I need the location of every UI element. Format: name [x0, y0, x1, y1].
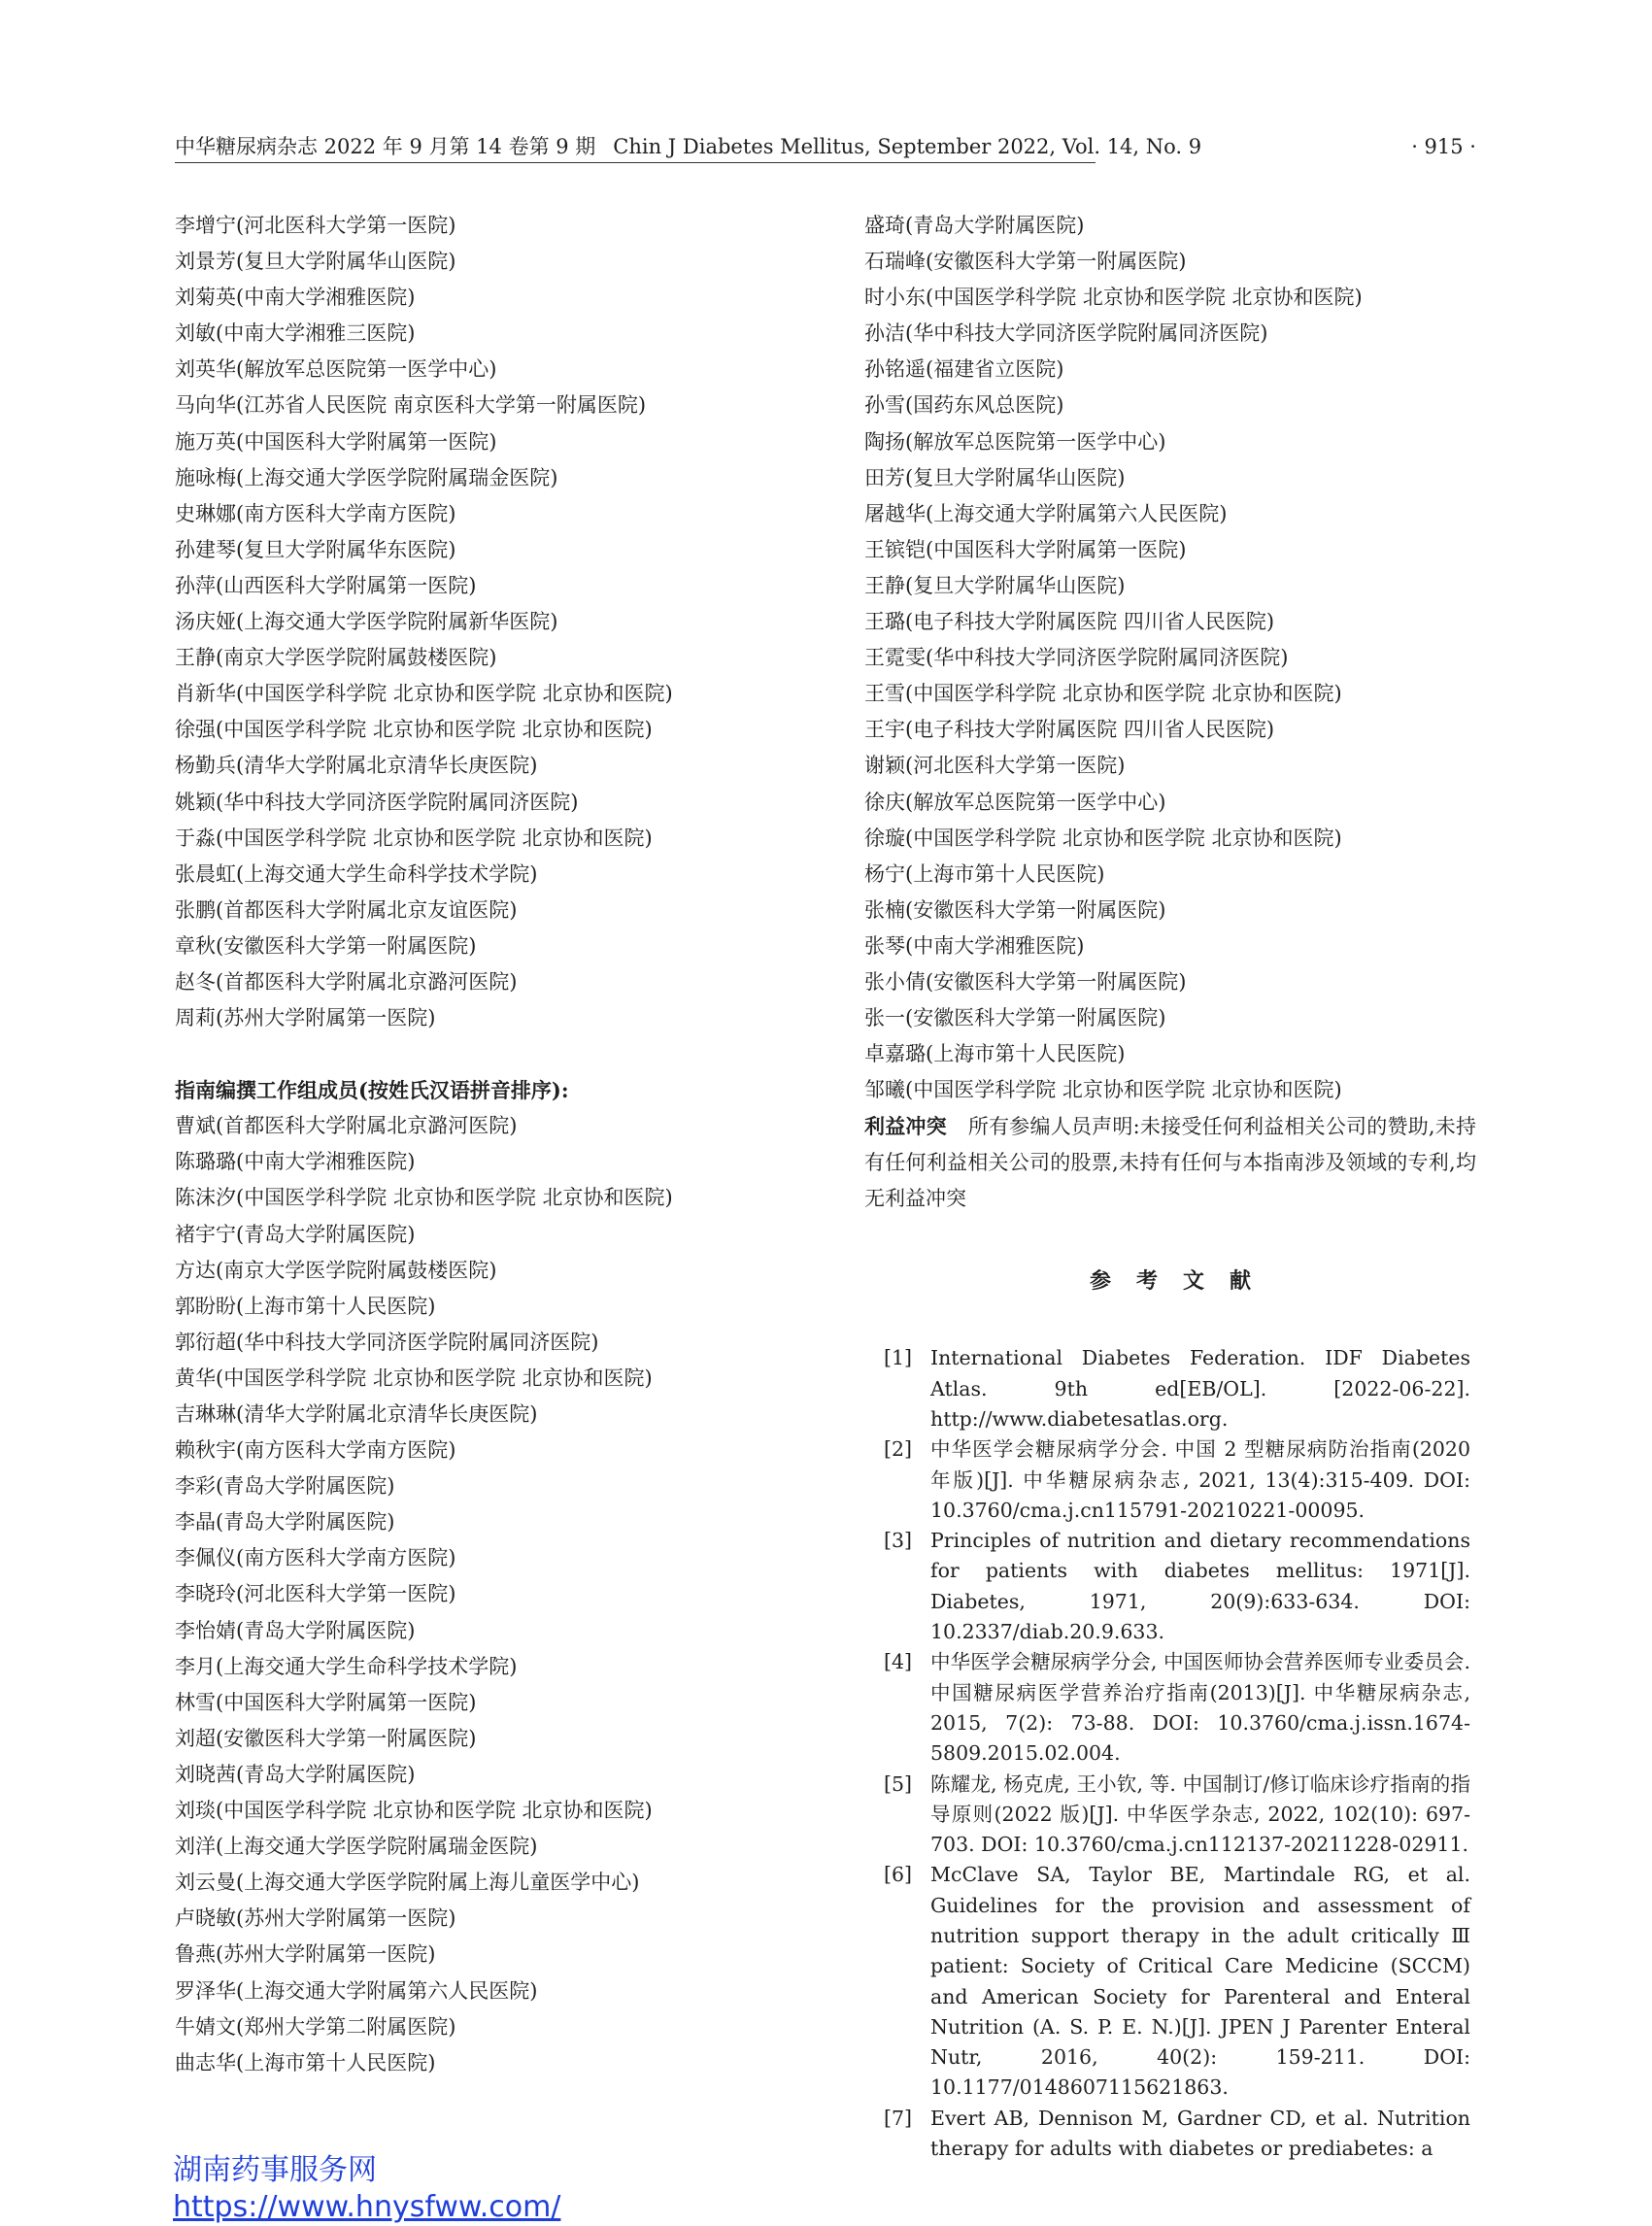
member-entry: 赖秋宇(南方医科大学南方医院) [175, 1438, 456, 1463]
member-entry: 杨勤兵(清华大学附属北京清华长庚医院) [175, 754, 538, 778]
member-entry: 孙雪(国药东风总医院) [864, 393, 1064, 418]
reference-number: [1] [884, 1346, 913, 1370]
member-entry: 张一(安徽医科大学第一附属医院) [864, 1006, 1166, 1030]
member-entry: 史琳娜(南方医科大学南方医院) [175, 501, 456, 525]
member-entry: 李晓玲(河北医科大学第一医院) [175, 1582, 456, 1606]
member-entry: 时小东(中国医学科学院 北京协和医学院 北京协和医院) [864, 286, 1363, 310]
reference-number: [4] [884, 1650, 913, 1674]
member-entry: 赵冬(首都医科大学附属北京潞河医院) [175, 969, 518, 994]
member-entry: 褚宇宁(青岛大学附属医院) [175, 1222, 416, 1246]
conflict-label: 利益冲突 [864, 1114, 947, 1139]
member-entry: 张小倩(安徽医科大学第一附属医院) [864, 969, 1187, 994]
member-entry: 黄华(中国医学科学院 北京协和医学院 北京协和医院) [175, 1366, 653, 1390]
member-entry: 盛琦(青岛大学附属医院) [864, 214, 1085, 237]
reference-text: McClave SA, Taylor BE, Martindale RG, et al. Guidelines for the provision and assessment of nutrition support therapy in the adult critically Ⅲ patient: Society of Critical Care Medicine (SCCM) and American Society for Parenteral and Enteral Nutrition (A. S. P. E. N.)[J]. JPEN J Parenter Enteral Nutr, 2016, 40(2): 159-211. DOI: 10.1177/0148607115621863. [930, 1863, 1470, 2100]
member-entry: 王静(复旦大学附属华山医院) [864, 573, 1126, 597]
member-entry: 王霓雯(华中科技大学同济医学院附属同济医院) [864, 646, 1289, 670]
member-entry: 孙萍(山西医科大学附属第一医院) [175, 573, 477, 597]
left-column [175, 208, 816, 2081]
member-entry: 刘敏(中南大学湘雅三医院) [175, 321, 416, 346]
member-entry: 徐强(中国医学科学院 北京协和医学院 北京协和医院) [175, 718, 653, 742]
journal-name-cn: 中华糖尿病杂志 2022 年 9 月第 14 卷第 9 期 [175, 135, 596, 158]
member-entry: 曹斌(首都医科大学附属北京潞河医院) [175, 1114, 518, 1138]
member-entry: 陈沫汐(中国医学科学院 北京协和医学院 北京协和医院) [175, 1186, 673, 1210]
member-entry: 于淼(中国医学科学院 北京协和医学院 北京协和医院) [175, 826, 653, 850]
member-entry: 徐璇(中国医学科学院 北京协和医学院 北京协和医院) [864, 826, 1342, 850]
member-entry: 郭盼盼(上海市第十人民医院) [175, 1294, 436, 1318]
member-entry: 王璐(电子科技大学附属医院 四川省人民医院) [864, 610, 1275, 634]
member-entry: 张鹏(首都医科大学附属北京友谊医院) [175, 897, 518, 922]
member-entry: 李月(上海交通大学生命科学技术学院) [175, 1654, 518, 1678]
reference-text: 中华医学会糖尿病学分会, 中国医师协会营养医师专业委员会. 中国糖尿病医学营养治疗指南(2013)[J]. 中华糖尿病杂志, 2015, 7(2): 73-88. DOI: 10.3760/cma.j.issn.1674-5809.2015.02.004. [930, 1650, 1470, 1766]
journal-name-en: Chin J Diabetes Mellitus, September 2022, Vol. 14, No. 9 [613, 135, 1202, 158]
member-entry: 章秋(安徽医科大学第一附属医院) [175, 933, 477, 958]
member-entry: 牛婧文(郑州大学第二附属医院) [175, 2014, 456, 2039]
right-column [864, 208, 1476, 2164]
running-header [175, 130, 1476, 163]
working-group-list-continued [864, 208, 1476, 1108]
page-number: · 915 · [1411, 135, 1476, 158]
member-entry: 鲁燕(苏州大学附属第一医院) [175, 1942, 436, 1967]
member-entry: 姚颖(华中科技大学同济医学院附属同济医院) [175, 790, 579, 814]
references-title: 参考文献 [1089, 1268, 1276, 1295]
reference-text: International Diabetes Federation. IDF Diabetes Atlas. 9th ed[EB/OL]. [2022-06-22]. http://www.diabetesatlas.org. [930, 1346, 1470, 1431]
member-entry: 罗泽华(上海交通大学附属第六人民医院) [175, 1978, 538, 2003]
member-entry: 徐庆(解放军总医院第一医学中心) [864, 790, 1166, 814]
member-entry: 吉琳琳(清华大学附属北京清华长庚医院) [175, 1402, 538, 1426]
header-rule [175, 162, 1096, 163]
member-entry: 孙建琴(复旦大学附属华东医院) [175, 537, 456, 561]
member-entry: 李怡婧(青岛大学附属医院) [175, 1618, 416, 1642]
member-entry: 邹曦(中国医学科学院 北京协和医学院 北京协和医院) [864, 1078, 1342, 1102]
reference-number: [7] [884, 2106, 913, 2130]
member-entry: 刘云曼(上海交通大学医学院附属上海儿童医学中心) [175, 1871, 640, 1895]
member-entry: 刘英华(解放军总医院第一医学中心) [175, 357, 497, 382]
reference-text: 中华医学会糖尿病学分会. 中国 2 型糖尿病防治指南(2020 年版)[J]. 中华糖尿病杂志, 2021, 13(4):315-409. DOI: 10.3760/cma.j.cn115791-20210221-00095. [930, 1437, 1470, 1522]
reference-item [864, 1526, 1476, 1647]
reference-text: Principles of nutrition and dietary recommendations for patients with diabetes mellitus: 1971[J]. Diabetes, 1971, 20(9):633-634. DOI: 10.2337/diab.20.9.633. [930, 1529, 1470, 1644]
reference-text: Evert AB, Dennison M, Gardner CD, et al. Nutrition therapy for adults with diabetes or prediabetes: a [930, 2106, 1470, 2161]
member-entry: 李佩仪(南方医科大学南方医院) [175, 1546, 456, 1570]
member-entry: 刘洋(上海交通大学医学院附属瑞金医院) [175, 1835, 538, 1859]
member-entry: 刘晓茜(青岛大学附属医院) [175, 1762, 416, 1786]
member-entry: 周莉(苏州大学附属第一医院) [175, 1006, 436, 1030]
reference-item [864, 2104, 1476, 2165]
reference-number: [5] [884, 1771, 913, 1796]
committee-member-list [175, 208, 816, 1036]
section-gap [175, 1036, 816, 1072]
member-entry: 王静(南京大学医学院附属鼓楼医院) [175, 646, 497, 670]
member-entry: 谢颖(河北医科大学第一医院) [864, 754, 1126, 778]
member-entry: 王宇(电子科技大学附属医院 四川省人民医院) [864, 718, 1275, 742]
member-entry: 杨宁(上海市第十人民医院) [864, 861, 1105, 886]
reference-item [864, 1860, 1476, 2103]
reference-number: [2] [884, 1437, 913, 1462]
member-entry: 李增宁(河北医科大学第一医院) [175, 214, 456, 237]
member-entry: 李彩(青岛大学附属医院) [175, 1474, 395, 1499]
reference-number: [6] [884, 1863, 913, 1887]
member-entry: 王镔铠(中国医科大学附属第一医院) [864, 537, 1187, 561]
reference-item [864, 1647, 1476, 1769]
member-entry: 曲志华(上海市第十人民医院) [175, 2050, 436, 2074]
reference-list [864, 1343, 1476, 2164]
member-entry: 汤庆娅(上海交通大学医学院附属新华医院) [175, 610, 558, 634]
member-entry: 卓嘉璐(上海市第十人民医院) [864, 1042, 1126, 1066]
member-entry: 孙铭遥(福建省立医院) [864, 357, 1064, 382]
conflict-text: 所有参编人员声明:未接受任何利益相关公司的赞助,未持有任何利益相关公司的股票,未持有任何与本指南涉及领域的专利,均无利益冲突 [864, 1115, 1477, 1211]
member-entry: 屠越华(上海交通大学附属第六人民医院) [864, 501, 1228, 525]
member-entry: 张晨虹(上海交通大学生命科学技术学院) [175, 861, 538, 886]
member-entry: 陶扬(解放军总医院第一医学中心) [864, 429, 1166, 454]
member-entry: 陈璐璐(中南大学湘雅医院) [175, 1150, 416, 1174]
member-entry: 田芳(复旦大学附属华山医院) [864, 465, 1126, 489]
member-entry: 卢晓敏(苏州大学附属第一医院) [175, 1906, 456, 1931]
member-entry: 林雪(中国医科大学附属第一医院) [175, 1690, 477, 1714]
member-entry: 肖新华(中国医学科学院 北京协和医学院 北京协和医院) [175, 682, 673, 706]
reference-text: 陈耀龙, 杨克虎, 王小钦, 等. 中国制订/修订临床诊疗指南的指导原则(2022 版)[J]. 中华医学杂志, 2022, 102(10): 697-703. DOI: 10.3760/cma.j.cn112137-20211228-02911. [930, 1771, 1470, 1857]
member-entry: 刘琰(中国医学科学院 北京协和医学院 北京协和医院) [175, 1799, 653, 1823]
member-entry: 郭衍超(华中科技大学同济医学院附属同济医院) [175, 1330, 599, 1354]
member-entry: 方达(南京大学医学院附属鼓楼医院) [175, 1258, 497, 1282]
member-entry: 王雪(中国医学科学院 北京协和医学院 北京协和医院) [864, 682, 1342, 706]
member-entry: 刘景芳(复旦大学附属华山医院) [175, 250, 456, 274]
watermark-footer [173, 2152, 560, 2226]
member-entry: 刘菊英(中南大学湘雅医院) [175, 286, 416, 310]
member-entry: 马向华(江苏省人民医院 南京医科大学第一附属医院) [175, 393, 647, 418]
member-entry: 孙洁(华中科技大学同济医学院附属同济医院) [864, 321, 1268, 346]
site-url-link[interactable]: https://www.hnysfww.com/ [173, 2190, 561, 2224]
reference-item [864, 1434, 1476, 1526]
member-entry: 施咏梅(上海交通大学医学院附属瑞金医院) [175, 465, 558, 489]
conflict-of-interest [864, 1108, 1476, 1217]
reference-number: [3] [884, 1529, 913, 1553]
working-group-heading: 指南编撰工作组成员(按姓氏汉语拼音排序): [175, 1078, 569, 1103]
member-entry: 张楠(安徽医科大学第一附属医院) [864, 897, 1166, 922]
member-entry: 刘超(安徽医科大学第一附属医院) [175, 1726, 477, 1750]
member-entry: 石瑞峰(安徽医科大学第一附属医院) [864, 250, 1187, 274]
reference-item [864, 1343, 1476, 1434]
working-group-list [175, 1108, 816, 2081]
member-entry: 施万英(中国医科大学附属第一医院) [175, 429, 497, 454]
journal-citation [175, 130, 1201, 163]
member-entry: 李晶(青岛大学附属医院) [175, 1510, 395, 1535]
reference-item [864, 1770, 1476, 1861]
member-entry: 张琴(中南大学湘雅医院) [864, 933, 1085, 958]
site-name: 湖南药事服务网 [173, 2153, 377, 2187]
